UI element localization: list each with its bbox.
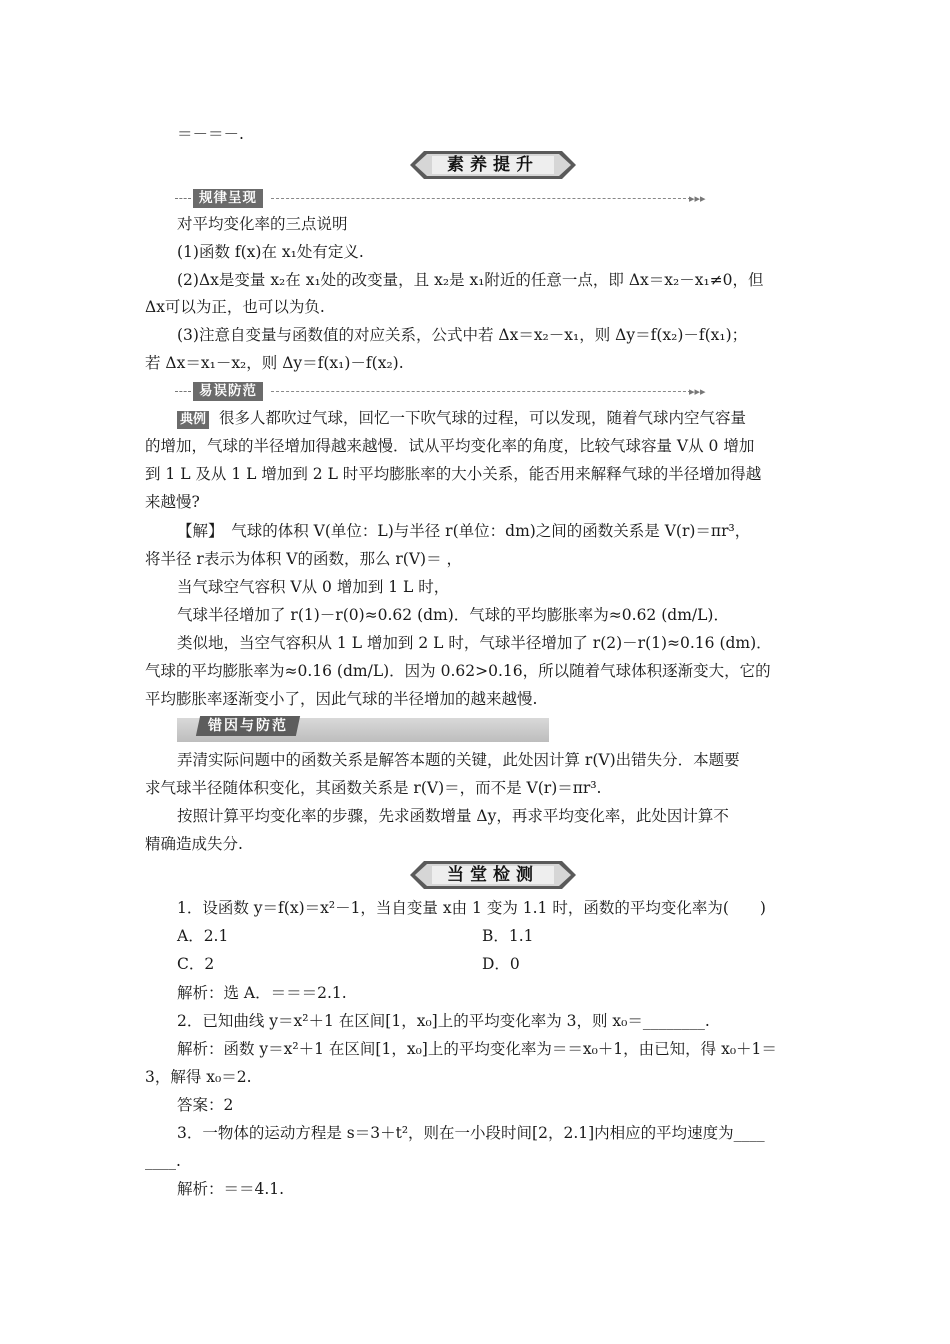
option-d: D．0: [482, 955, 520, 973]
example-text: 很多人都吹过气球，回忆一下吹气球的过程，可以发现，随着气球内空气容量: [219, 409, 747, 427]
text-line: (3)注意自变量与函数值的对应关系，公式中若 Δx＝x₂－x₁，则 Δy＝f(x₂)－f(x₁)；: [177, 326, 748, 344]
question-1: 1．设函数 y＝f(x)＝x²－1，当自变量 x由 1 变为 1.1 时，函数的平均变化率为( ): [177, 899, 766, 917]
text-line: 弄清实际问题中的函数关系是解答本题的关键，此处因计算 r(V)出错失分．本题要: [177, 751, 740, 769]
text-line: 气球半径增加了 r(1)－r(0)≈0.62 (dm)．气球的平均膨胀率为≈0.62 (dm/L)．: [177, 606, 729, 624]
subheading-guilv: [175, 189, 706, 209]
text-line: 精确造成失分.: [145, 835, 243, 853]
arrow-right-icon: ▸▸▸: [689, 385, 706, 398]
option-b: B．1.1: [482, 927, 534, 945]
question-3: 3．一物体的运动方程是 s＝3＋t²，则在一小段时间[2，2.1]内相应的平均速度为____: [177, 1124, 765, 1142]
text-line: 对平均变化率的三点说明: [177, 215, 348, 233]
text-line: 【解】 气球的体积 V(单位：L)与半径 r(单位：dm)之间的函数关系是 V(r)＝πr³，: [177, 522, 751, 540]
dashed-divider: [175, 198, 191, 199]
solution-2-cont: 3，解得 x₀＝2.: [145, 1068, 252, 1086]
solution-3: 解析：＝＝4.1.: [177, 1180, 285, 1198]
solution-2: 解析：函数 y＝x²＋1 在区间[1，x₀]上的平均变化率为＝＝x₀＋1，由已知，得 x₀＋1＝: [177, 1040, 777, 1058]
subheading-label: 规律呈现: [193, 189, 263, 208]
dashed-divider: [271, 391, 691, 392]
text-line: 到 1 L 及从 1 L 增加到 2 L 时平均膨胀率的大小关系，能否用来解释气球的半径增加得越: [145, 465, 762, 483]
dashed-divider: [175, 391, 191, 392]
text-line: 平均膨胀率逐渐变小了，因此气球的半径增加的越来越慢.: [145, 690, 538, 708]
example-line: [177, 408, 746, 429]
section-banner-dangtang: [410, 860, 576, 890]
option-c: C．2: [177, 955, 215, 973]
banner-title: 当堂检测: [447, 865, 539, 885]
text-line: 类似地，当空气容积从 1 L 增加到 2 L 时，气球半径增加了 r(2)－r(1)≈0.16 (dm)．: [177, 634, 772, 652]
answer-2: 答案：2: [177, 1096, 234, 1114]
text-line: 求气球半径随体积变化，其函数关系是 r(V)＝，而不是 V(r)＝πr³.: [145, 779, 602, 797]
subheading-yiwu: [175, 382, 706, 402]
text-line: 的增加，气球的半径增加得越来越慢．试从平均变化率的角度，比较气球容量 V从 0 增加: [145, 437, 755, 455]
text-line: 将半径 r表示为体积 V的函数，那么 r(V)＝ ，: [145, 550, 463, 568]
text-line: 气球的平均膨胀率为≈0.16 (dm/L)．因为 0.62>0.16，所以随着气球体积逐渐变大，它的: [145, 662, 771, 680]
text-line: 按照计算平均变化率的步骤，先求函数增量 Δy，再求平均变化率，此处因计算不: [177, 807, 729, 825]
subheading-label: 易误防范: [193, 382, 263, 401]
cause-header-label: [196, 716, 300, 736]
cause-header-text: 错因与防范: [208, 718, 288, 734]
question-3-cont: ____.: [145, 1152, 181, 1170]
text-line: (1)函数 f(x)在 x₁处有定义.: [177, 243, 364, 261]
text-line: 若 Δx＝x₁－x₂，则 Δy＝f(x₁)－f(x₂).: [145, 354, 404, 372]
question-2: 2．已知曲线 y＝x²＋1 在区间[1，x₀]上的平均变化率为 3，则 x₀＝________.: [177, 1012, 710, 1030]
text-line: ＝－＝－.: [177, 125, 244, 143]
example-tag: 典例: [177, 411, 209, 429]
arrow-right-icon: ▸▸▸: [689, 192, 706, 205]
text-line: (2)Δx是变量 x₂在 x₁处的改变量，且 x₂是 x₁附近的任意一点，即 Δx＝x₂－x₁≠0，但: [177, 271, 764, 289]
text-line: Δx可以为正，也可以为负.: [145, 298, 325, 316]
section-banner-suyang: [410, 150, 576, 180]
text-line: 当气球空气容积 V从 0 增加到 1 L 时，: [177, 578, 450, 596]
dashed-divider: [271, 198, 691, 199]
option-a: A．2.1: [177, 927, 229, 945]
text-line: 来越慢?: [145, 493, 200, 511]
solution-1: 解析：选 A．＝＝＝2.1.: [177, 984, 347, 1002]
banner-title: 素养提升: [447, 155, 539, 175]
